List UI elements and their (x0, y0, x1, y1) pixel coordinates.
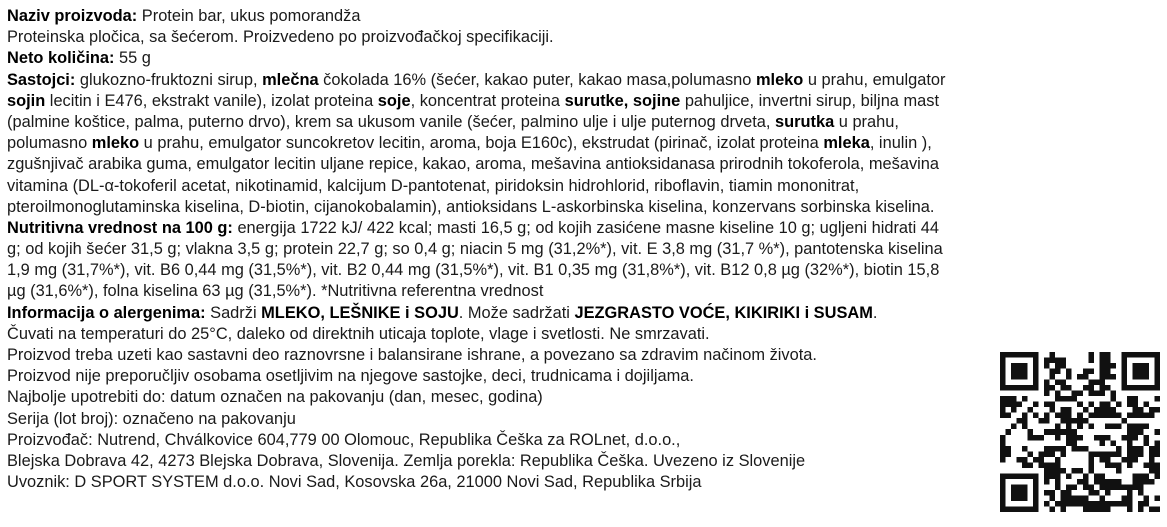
ingredient-text: lecitin i E476, ekstrakt vanile), izolat proteina (45, 91, 378, 110)
manufacturer-line: Proizvođač: Nutrend, Chválkovice 604,779 00 Olomouc, Republika Češka za ROLnet, d.o.o., (7, 430, 681, 449)
allergen-label: Informacija o alergenima: (7, 303, 206, 322)
ingredients-line (7, 176, 1161, 197)
allergen-highlight: mleko (91, 134, 140, 153)
usage-note-line: Proizvod treba uzeti kao sastavni deo raznovrsne i balansirane ishrane, a povezano sa zdravim načinom života. (7, 346, 817, 364)
allergen-text: Sadrži (205, 303, 262, 322)
warning-line: Proizvod nije preporučljiv osobama osetljivim na njegove sastojke, deci, trudnicama i dojiljama. (7, 367, 694, 386)
product-name-value: Protein bar, ukus pomorandža (137, 7, 361, 25)
ingredient-text: u prahu, emulgator (803, 70, 946, 89)
ingredients-line (7, 70, 1161, 91)
best-before-line: Najbolje upotrebiti do: datum označen na pakovanju (dan, mesec, godina) (7, 388, 543, 407)
nutrition-text: energija 1722 kJ/ 422 kcal; masti 16,5 g; od kojih zasićene masne kiseline 10 g; ugljeni hidrati 44 (232, 218, 940, 237)
allergen-highlight: soje (377, 91, 411, 110)
nutrition-line (7, 218, 1161, 239)
ingredients-line (7, 197, 1161, 218)
ingredient-text: vitamina (DL-α-tokoferil acetat, nikotinamid, kalcijum D-pantotenat, piridoksin hidrohlorid, riboflavin, tiamin mononitrat, (7, 176, 860, 195)
product-label (7, 6, 1161, 493)
ingredients-block (7, 70, 1161, 218)
ingredients-line (7, 133, 1161, 154)
nutrition-line: 1,9 mg (31,7%*), vit. B6 0,44 mg (31,5%*), vit. B2 0,44 mg (31,5%*), vit. B1 0,35 mg (31,8%*), vit. B12 0,8 µg (32%*), biotin 15,8 (7, 261, 940, 280)
net-quantity-value: 55 g (114, 49, 151, 68)
ingredient-text: zgušnjivač arabika guma, emulgator lecitin uljane repice, kakao, aroma, mešavina antioksidanasa prirodnih tokoferola, mešavina (7, 155, 940, 174)
net-quantity-label: Neto količina: (7, 49, 115, 68)
allergen-line (7, 303, 1161, 324)
importer-line: Uvoznik: D SPORT SYSTEM d.o.o. Novi Sad, Kosovska 26a, 21000 Novi Sad, Republika Srbija (7, 473, 702, 492)
nutrition-block (7, 218, 1161, 303)
storage-line: Čuvati na temperaturi do 25°C, daleko od direktnih uticaja toplote, vlage i svetlosti. Ne smrzavati. (7, 324, 710, 343)
ingredient-text: čokolada 16% (šećer, kakao puter, kakao masa,polumasno (318, 70, 756, 89)
ingredients-label: Sastojci: (7, 70, 76, 89)
ingredient-text: , koncentrat proteina (410, 91, 565, 110)
ingredient-text: glukozno-fruktozni sirup, (75, 70, 263, 89)
net-quantity-line (7, 48, 1161, 69)
ingredients-line (7, 112, 1161, 133)
ingredients-line (7, 91, 1161, 112)
allergen-highlight: sojin (7, 91, 46, 110)
origin-line: Blejska Dobrava 42, 4273 Blejska Dobrava, Slovenija. Zemlja porekla: Republika Češka. Uvezeno iz Slovenije (7, 451, 806, 470)
ingredient-text: u prahu, (834, 112, 899, 131)
allergen-contains: MLEKO, LEŠNIKE i SOJU (261, 303, 459, 322)
allergen-highlight: mlečna (262, 70, 319, 89)
product-name-line (7, 6, 1161, 27)
allergen-text: . Može sadržati (458, 303, 575, 322)
qr-code-icon (1000, 352, 1160, 512)
ingredient-text: polumasno (7, 134, 92, 153)
ingredient-text: (palmine koštice, palma, puterno drvo), krem sa ukusom vanile (šećer, palmino ulje i ulje puternog drveta, (7, 112, 775, 131)
ingredient-text: pahuljice, invertni sirup, biljna mast (680, 91, 939, 110)
ingredient-text: u prahu, emulgator suncokretov lecitin, aroma, boja E160c), ekstrudat (pirinač, izolat proteina (139, 134, 824, 153)
lot-line: Serija (lot broj): označeno na pakovanju (7, 409, 296, 428)
allergen-highlight: mleka (823, 134, 870, 153)
product-name-label: Naziv proizvoda: (7, 7, 138, 25)
ingredient-text: pteroilmonoglutaminska kiselina, D-biotin, cijanokobalamin), antioksidans L-askorbinska kiselina, konzervans sorbinska kiselina. (7, 197, 935, 216)
allergen-text: . (872, 303, 878, 322)
product-description: Proteinska pločica, sa šećerom. Proizvedeno po proizvođačkoj specifikaciji. (7, 28, 554, 47)
allergen-may-contain: JEZGRASTO VOĆE, KIKIRIKI i SUSAM (574, 303, 873, 322)
nutrition-line: g; od kojih šećer 31,5 g; vlakna 3,5 g; protein 22,7 g; so 0,4 g; niacin 5 mg (31,2%*), vit. E 3,8 mg (31,7 %*), pantotenska kiselina (7, 240, 943, 259)
allergen-highlight: surutka (775, 112, 835, 131)
allergen-highlight: surutke, sojine (564, 91, 681, 110)
ingredients-line (7, 154, 1161, 175)
nutrition-label: Nutritivna vrednost na 100 g: (7, 218, 233, 237)
ingredient-text: , inulin ), (869, 134, 932, 153)
allergen-highlight: mleko (755, 70, 804, 89)
nutrition-line: µg (31,6%*), folna kiselina 63 µg (31,5%*). *Nutritivna referentna vrednost (7, 282, 544, 301)
